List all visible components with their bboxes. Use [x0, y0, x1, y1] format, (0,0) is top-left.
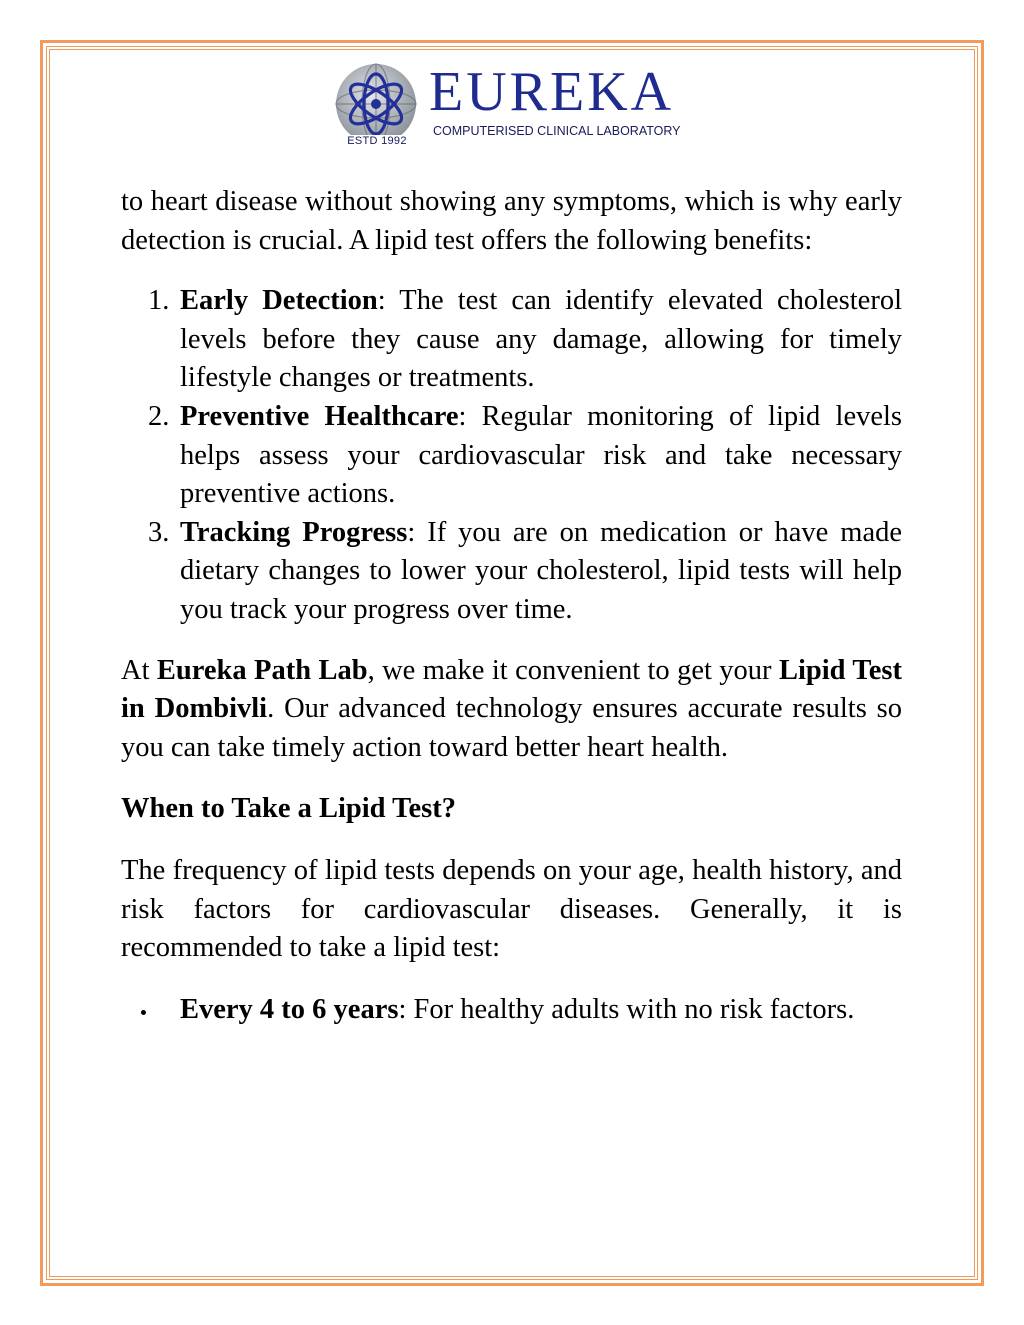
list-item — [121, 514, 902, 630]
logo-established-year: ESTD 1992 — [347, 135, 407, 147]
intro-paragraph: to heart disease without showing any symptoms, which is why early detection is crucial. A lipid test offers the following benefits: — [121, 186, 902, 256]
list-item-title: Early Detection — [180, 285, 378, 317]
document-body — [121, 183, 902, 1029]
frequency-paragraph: The frequency of lipid tests depends on your age, health history, and risk factors for cardiovascular diseases. Generally, it is recommended to take a lipid test: — [121, 854, 902, 964]
service-name: Lipid Test in Dombivli — [121, 654, 902, 725]
list-item-text: : The test can identify elevated cholesterol levels before they cause any damage, allowing for timely lifestyle changes or treatments. — [180, 285, 902, 394]
list-number: 3. — [148, 516, 170, 548]
list-item-text: : For healthy adults with no risk factors. — [398, 993, 855, 1025]
logo-wordmark: EUREKA — [429, 61, 675, 123]
lab-name: Eureka Path Lab — [156, 654, 368, 686]
list-item-title: Tracking Progress — [180, 516, 408, 548]
bullet-icon — [141, 1010, 146, 1015]
lab-middle: , we make it convenient to get your — [367, 654, 779, 686]
list-item-title: Every 4 to 6 years — [180, 993, 399, 1025]
logo-subtitle: COMPUTERISED CLINICAL LABORATORY — [433, 124, 681, 138]
list-item — [121, 991, 902, 1030]
list-item — [121, 282, 902, 398]
list-number: 1. — [148, 285, 170, 317]
lab-paragraph — [121, 652, 902, 768]
benefits-list — [121, 282, 902, 629]
lab-suffix: . Our advanced technology ensures accurate results so you can take timely action toward better heart health. — [121, 693, 903, 763]
lab-prefix: At — [121, 654, 157, 686]
list-item-title: Preventive Healthcare — [180, 400, 459, 432]
list-item — [121, 398, 902, 514]
section-heading: When to Take a Lipid Test? — [121, 793, 457, 825]
list-number: 2. — [148, 400, 170, 432]
list-item-text: : Regular monitoring of lipid levels helps assess your cardiovascular risk and take necessary preventive actions. — [180, 400, 902, 510]
eureka-logo — [326, 60, 710, 160]
frequency-list — [121, 991, 902, 1030]
list-item-text: : If you are on medication or have made dietary changes to lower your cholesterol, lipid tests will help you track your progress over time. — [180, 516, 902, 625]
